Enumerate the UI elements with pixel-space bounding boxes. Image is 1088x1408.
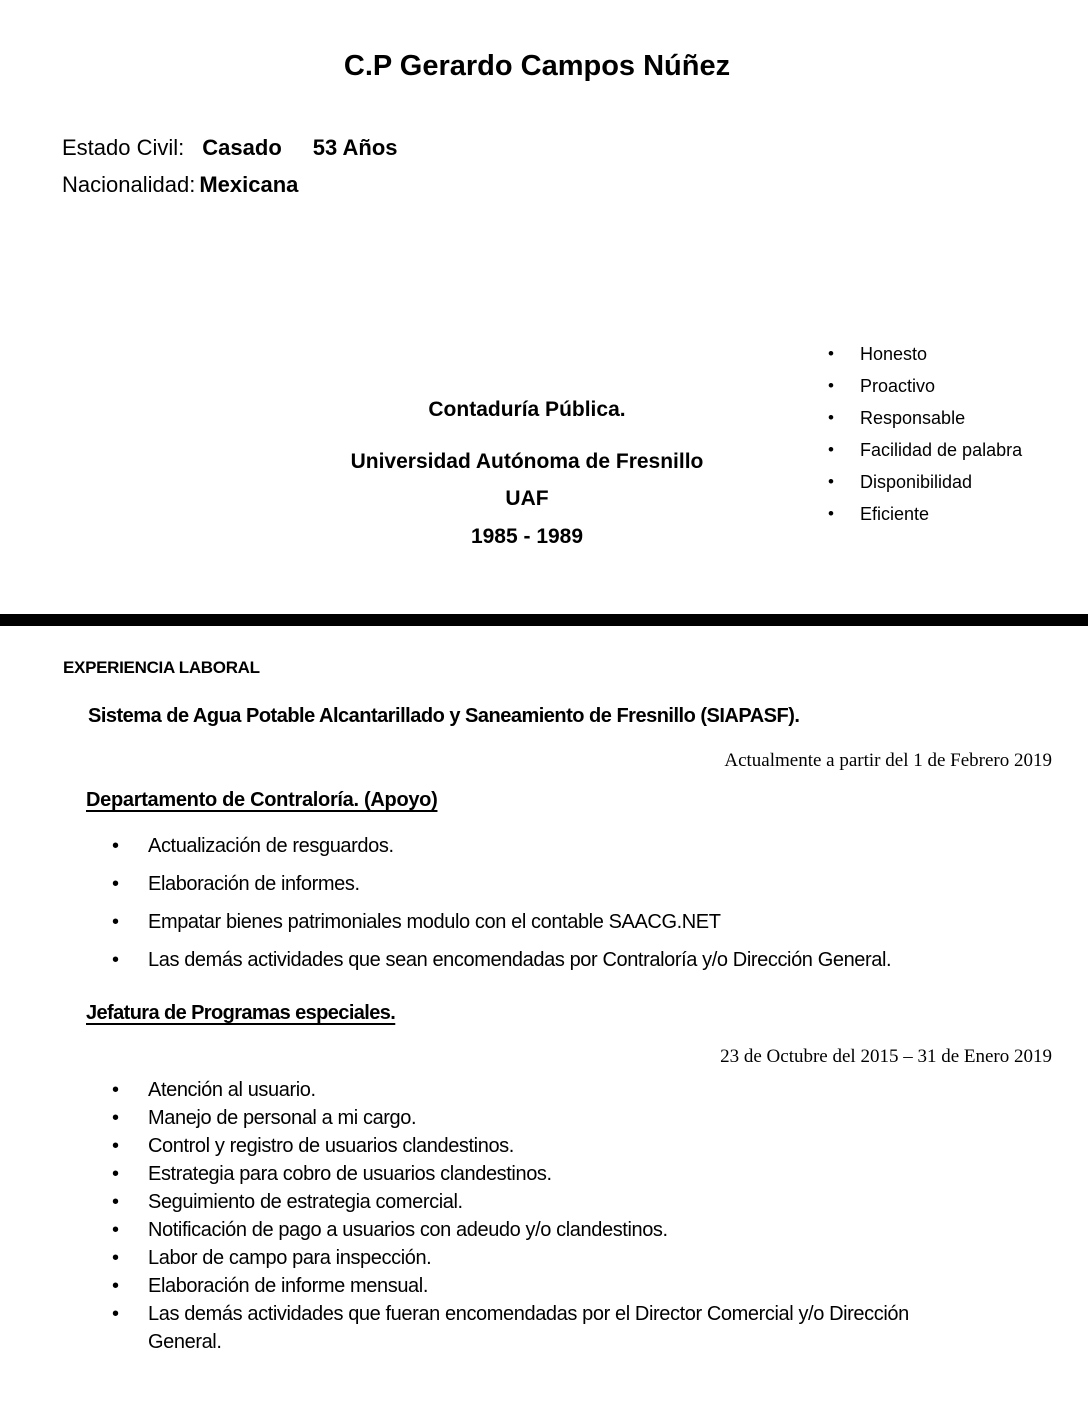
duty-list-item	[112, 911, 1012, 933]
bullet-icon: •	[112, 1247, 119, 1269]
education-abbreviation: UAF	[505, 487, 549, 510]
education-years: 1985 - 1989	[470, 525, 584, 548]
quality-label: Disponibilidad	[860, 472, 973, 492]
duty-text: Estrategia para cobro de usuarios clandestinos.	[148, 1163, 552, 1185]
bullet-icon: •	[828, 504, 834, 523]
duty-list-item	[112, 873, 1012, 895]
bullet-icon: •	[112, 911, 119, 933]
bullet-icon: •	[112, 873, 119, 895]
quality-label: Eficiente	[860, 504, 930, 524]
bullet-icon: •	[828, 440, 834, 459]
duty-list-item	[112, 1076, 942, 1104]
bullet-icon: •	[112, 1303, 119, 1325]
estado-civil-line	[62, 136, 398, 159]
quality-label: Facilidad de palabra	[860, 440, 1023, 460]
estado-civil-value: Casado	[202, 135, 282, 160]
duties-list-contraloria	[112, 835, 1012, 987]
job-date-jefatura: 23 de Octubre del 2015 – 31 de Enero 2019	[720, 1046, 1052, 1067]
duty-text: Elaboración de informe mensual.	[148, 1275, 428, 1297]
duty-text: Actualización de resguardos.	[148, 835, 394, 857]
duty-list-item	[112, 1300, 942, 1356]
quality-list-item	[828, 344, 1022, 376]
job-title-jefatura: Jefatura de Programas especiales.	[86, 1002, 396, 1024]
bullet-icon: •	[828, 408, 834, 427]
duty-list-item	[112, 1104, 942, 1132]
experience-section-title: EXPERIENCIA LABORAL	[63, 658, 260, 677]
company-name: Sistema de Agua Potable Alcantarillado y Saneamiento de Fresnillo (SIAPASF).	[88, 705, 800, 727]
duty-list-item	[112, 1244, 942, 1272]
quality-list-item	[828, 440, 1022, 472]
bullet-icon: •	[112, 1079, 119, 1101]
duty-text: Atención al usuario.	[148, 1079, 316, 1101]
duty-text: Empatar bienes patrimoniales modulo con el contable SAACG.NET	[148, 911, 721, 933]
page-title: C.P Gerardo Campos Núñez	[343, 50, 731, 82]
job-title-contraloria: Departamento de Contraloría. (Apoyo)	[86, 789, 438, 811]
bullet-icon: •	[112, 949, 119, 971]
bullet-icon: •	[828, 472, 834, 491]
duty-text: Labor de campo para inspección.	[148, 1247, 432, 1269]
edad-value: 53 Años	[312, 135, 398, 160]
nacionalidad-label: Nacionalidad:	[62, 172, 196, 197]
quality-list-item	[828, 376, 1022, 408]
duty-list-item	[112, 1188, 942, 1216]
duty-text: Elaboración de informes.	[148, 873, 360, 895]
qualities-list	[828, 344, 1022, 536]
duty-list-item	[112, 1216, 942, 1244]
bullet-icon: •	[112, 835, 119, 857]
duty-text: Las demás actividades que fueran encomendadas por el Director Comercial y/o Dirección General.	[148, 1303, 909, 1353]
estado-civil-label: Estado Civil:	[62, 135, 185, 160]
duty-list-item	[112, 949, 1012, 971]
duty-text: Seguimiento de estrategia comercial.	[148, 1191, 463, 1213]
quality-list-item	[828, 408, 1022, 440]
bullet-icon: •	[112, 1107, 119, 1129]
quality-label: Honesto	[860, 344, 928, 364]
bullet-icon: •	[828, 376, 834, 395]
quality-label: Responsable	[860, 408, 966, 428]
nacionalidad-line	[62, 173, 398, 196]
bullet-icon: •	[112, 1191, 119, 1213]
bullet-icon: •	[828, 344, 834, 363]
section-divider-bar	[0, 614, 1088, 626]
duty-text: Control y registro de usuarios clandestinos.	[148, 1135, 514, 1157]
duty-list-item	[112, 1132, 942, 1160]
bullet-icon: •	[112, 1219, 119, 1241]
duty-list-item	[112, 1160, 942, 1188]
duty-list-item	[112, 1272, 942, 1300]
bullet-icon: •	[112, 1275, 119, 1297]
duty-text: Notificación de pago a usuarios con adeudo y/o clandestinos.	[148, 1219, 668, 1241]
nacionalidad-value: Mexicana	[199, 172, 299, 197]
quality-list-item	[828, 504, 1022, 536]
duty-text: Las demás actividades que sean encomendadas por Contraloría y/o Dirección General.	[148, 949, 892, 971]
personal-info-block	[62, 136, 398, 210]
education-degree: Contaduría Pública.	[428, 398, 626, 421]
duty-list-item	[112, 835, 1012, 857]
quality-list-item	[828, 472, 1022, 504]
education-block	[247, 399, 807, 548]
bullet-icon: •	[112, 1135, 119, 1157]
bullet-icon: •	[112, 1163, 119, 1185]
education-university: Universidad Autónoma de Fresnillo	[350, 450, 704, 473]
duty-text: Manejo de personal a mi cargo.	[148, 1107, 417, 1129]
quality-label: Proactivo	[860, 376, 936, 396]
job-date-current: Actualmente a partir del 1 de Febrero 2019	[724, 750, 1052, 771]
duties-list-jefatura	[112, 1076, 942, 1356]
